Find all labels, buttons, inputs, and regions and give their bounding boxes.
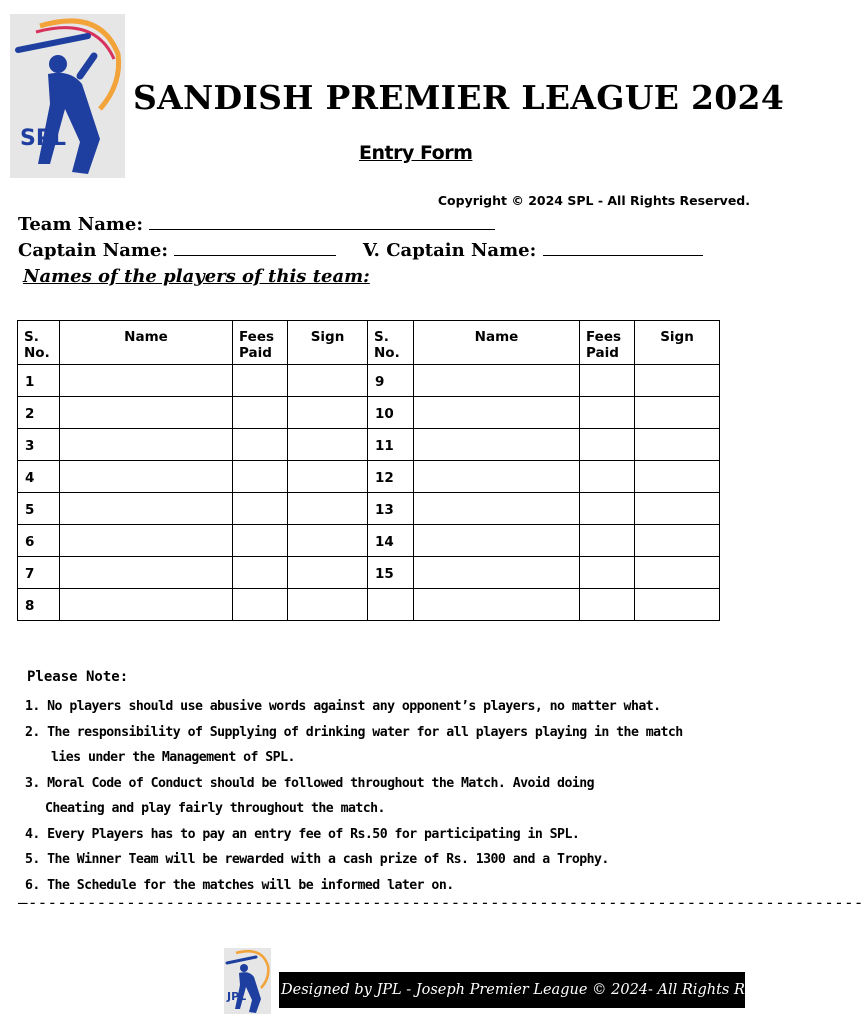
sno-cell	[368, 589, 414, 621]
header-sign-right: Sign	[635, 321, 720, 365]
sno-cell: 8	[18, 589, 60, 621]
name-cell[interactable]	[60, 429, 233, 461]
name-cell[interactable]	[60, 589, 233, 621]
name-cell[interactable]	[414, 397, 580, 429]
team-name-label: Team Name:	[18, 214, 144, 235]
sign-cell[interactable]	[288, 365, 368, 397]
header-sno-left: S. No.	[18, 321, 60, 365]
fees-paid-cell[interactable]	[233, 557, 288, 589]
table-header-row	[18, 321, 720, 365]
captain-row	[18, 240, 703, 261]
sno-cell: 10	[368, 397, 414, 429]
logo-text: JPL	[227, 990, 247, 1003]
sign-cell[interactable]	[635, 589, 720, 621]
header-fees-right: Fees Paid	[580, 321, 635, 365]
name-cell[interactable]	[414, 493, 580, 525]
note-item: 6. The Schedule for the matches will be informed later on.	[25, 877, 454, 893]
fees-paid-cell[interactable]	[233, 397, 288, 429]
fees-paid-cell[interactable]	[580, 397, 635, 429]
note-item: 1. No players should use abusive words against any opponent’s players, no matter what.	[25, 699, 661, 714]
name-cell[interactable]	[414, 429, 580, 461]
players-heading: Names of the players of this team:	[23, 266, 370, 287]
page-subtitle: Entry Form	[359, 142, 473, 164]
table-row	[18, 493, 720, 525]
fees-paid-cell[interactable]	[233, 365, 288, 397]
spl-logo	[10, 14, 125, 178]
sign-cell[interactable]	[635, 557, 720, 589]
fees-paid-cell[interactable]	[580, 429, 635, 461]
team-name-field[interactable]	[149, 215, 495, 230]
note-item: 4. Every Players has to pay an entry fee of Rs.50 for participating in SPL.	[25, 826, 580, 842]
note-item: 3. Moral Code of Conduct should be followed throughout the Match. Avoid doing	[25, 775, 594, 791]
header-name-right: Name	[414, 321, 580, 365]
name-cell[interactable]	[414, 557, 580, 589]
logo-text: SPL	[20, 126, 66, 151]
sign-cell[interactable]	[635, 461, 720, 493]
sno-cell: 1	[18, 365, 60, 397]
sign-cell[interactable]	[288, 589, 368, 621]
fees-paid-cell[interactable]	[580, 525, 635, 557]
table-row	[18, 525, 720, 557]
sno-cell: 15	[368, 557, 414, 589]
sign-cell[interactable]	[635, 365, 720, 397]
sign-cell[interactable]	[288, 525, 368, 557]
cricket-batsman-icon	[10, 14, 125, 178]
sign-cell[interactable]	[288, 493, 368, 525]
sign-cell[interactable]	[288, 397, 368, 429]
vice-captain-name-field[interactable]	[543, 241, 703, 256]
table-row	[18, 589, 720, 621]
captain-name-label: Captain Name:	[18, 240, 169, 261]
fees-paid-cell[interactable]	[580, 589, 635, 621]
sno-cell: 13	[368, 493, 414, 525]
sign-cell[interactable]	[288, 461, 368, 493]
fees-paid-cell[interactable]	[580, 493, 635, 525]
name-cell[interactable]	[414, 365, 580, 397]
captain-name-field[interactable]	[174, 241, 336, 256]
name-cell[interactable]	[414, 525, 580, 557]
name-cell[interactable]	[60, 557, 233, 589]
header-sno-right: S. No.	[368, 321, 414, 365]
note-item: 5. The Winner Team will be rewarded with a cash prize of Rs. 1300 and a Trophy.	[25, 852, 609, 867]
players-table	[17, 320, 720, 621]
name-cell[interactable]	[60, 493, 233, 525]
sign-cell[interactable]	[635, 493, 720, 525]
fees-paid-cell[interactable]	[233, 461, 288, 493]
sign-cell[interactable]	[635, 525, 720, 557]
team-name-row	[18, 214, 495, 235]
name-cell[interactable]	[414, 589, 580, 621]
page-title: SANDISH PREMIER LEAGUE 2024	[133, 78, 785, 117]
header-sign-left: Sign	[288, 321, 368, 365]
sign-cell[interactable]	[635, 429, 720, 461]
sno-cell: 14	[368, 525, 414, 557]
fees-paid-cell[interactable]	[580, 557, 635, 589]
fees-paid-cell[interactable]	[233, 493, 288, 525]
fees-paid-cell[interactable]	[580, 365, 635, 397]
copyright-notice: Copyright © 2024 SPL - All Rights Reserved.	[437, 193, 750, 208]
jpl-logo	[224, 948, 271, 1014]
table-row	[18, 365, 720, 397]
sign-cell[interactable]	[288, 557, 368, 589]
fees-paid-cell[interactable]	[233, 525, 288, 557]
name-cell[interactable]	[414, 461, 580, 493]
name-cell[interactable]	[60, 525, 233, 557]
sign-cell[interactable]	[288, 429, 368, 461]
dashed-divider: —-------------------------------------------------------------------------------------	[18, 893, 864, 912]
note-item: lies under the Management of SPL.	[51, 750, 295, 765]
sno-cell: 6	[18, 525, 60, 557]
sno-cell: 4	[18, 461, 60, 493]
vice-captain-name-label: V. Captain Name:	[362, 240, 537, 261]
cricket-batsman-icon	[224, 948, 271, 1014]
sno-cell: 7	[18, 557, 60, 589]
name-cell[interactable]	[60, 461, 233, 493]
sno-cell: 12	[368, 461, 414, 493]
sno-cell: 2	[18, 397, 60, 429]
fees-paid-cell[interactable]	[233, 429, 288, 461]
header-fees-left: Fees Paid	[233, 321, 288, 365]
note-item: Cheating and play fairly throughout the match.	[45, 801, 385, 816]
sign-cell[interactable]	[635, 397, 720, 429]
sno-cell: 3	[18, 429, 60, 461]
fees-paid-cell[interactable]	[580, 461, 635, 493]
note-item: 2. The responsibility of Supplying of drinking water for all players playing in the match	[25, 724, 683, 740]
notes-list	[25, 694, 683, 898]
table-row	[18, 557, 720, 589]
sno-cell: 9	[368, 365, 414, 397]
name-cell[interactable]	[60, 397, 233, 429]
sno-cell: 5	[18, 493, 60, 525]
fees-paid-cell[interactable]	[233, 589, 288, 621]
table-row	[18, 397, 720, 429]
note-heading: Please Note:	[27, 669, 129, 685]
table-row	[18, 461, 720, 493]
footer-banner: Designed by JPL - Joseph Premier League © 2024- All Rights Reserved.	[279, 972, 745, 1008]
table-row	[18, 429, 720, 461]
header-name-left: Name	[60, 321, 233, 365]
sno-cell: 11	[368, 429, 414, 461]
name-cell[interactable]	[60, 365, 233, 397]
